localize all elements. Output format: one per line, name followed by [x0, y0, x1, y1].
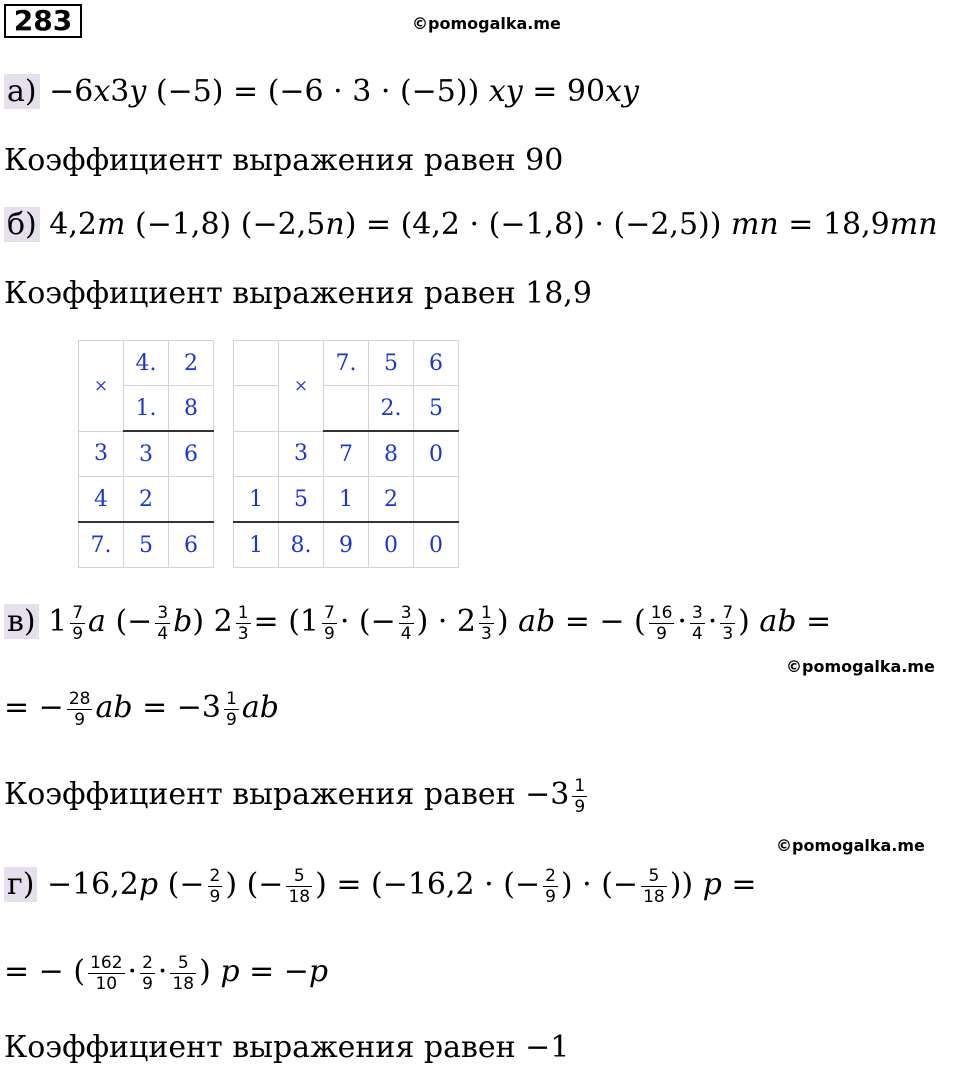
grid-cell: 5: [279, 477, 324, 523]
v-term: = (1: [253, 604, 319, 639]
v-term: · (−: [339, 604, 396, 639]
frac-num: 3: [157, 602, 169, 623]
grid-cell: [324, 386, 369, 432]
frac-den: 9: [324, 623, 335, 644]
g-term: ) (−: [225, 867, 284, 902]
g-term: )): [669, 867, 703, 902]
part-g-equation: [4, 865, 757, 907]
v-term: = − (: [555, 604, 646, 639]
multiply-sign: ×: [279, 341, 324, 432]
frac-den: 18: [172, 973, 195, 994]
frac-num: 1: [237, 602, 249, 623]
fraction: [322, 603, 337, 644]
part-g-label: г): [4, 867, 37, 902]
v-var: ab: [95, 690, 133, 725]
frac-den: 4: [691, 623, 703, 644]
multiplication-grid-2: [233, 340, 459, 568]
frac-den: 9: [225, 709, 237, 730]
v-term: ): [496, 604, 519, 639]
fraction: [224, 689, 239, 730]
fraction: [286, 866, 312, 907]
part-v-label: в): [4, 604, 39, 639]
part-b-term: = 18,9: [778, 207, 890, 242]
grid-cell: 0: [369, 522, 414, 568]
grid-cell: 2: [369, 477, 414, 523]
grid-cell: [414, 477, 459, 523]
fraction: [70, 603, 85, 644]
grid-cell: 7: [324, 431, 369, 477]
grid-cell: 3: [79, 431, 124, 477]
fraction: [170, 953, 196, 994]
frac-num: 2: [142, 952, 153, 973]
fraction: [88, 953, 124, 994]
g-term: =: [721, 867, 757, 902]
grid-cell: 7.: [324, 341, 369, 386]
part-a-term: 3: [110, 74, 130, 109]
v-var: ab: [759, 604, 797, 639]
v-var: ab: [518, 604, 556, 639]
frac-num: 5: [286, 866, 312, 887]
g-term: ·: [157, 954, 168, 989]
part-v-coefficient: [4, 775, 590, 817]
part-b-term: ) = (4,2 · (−1,8) · (−2,5)): [344, 207, 731, 242]
grid-cell: 8: [169, 386, 214, 432]
grid-cell: [234, 431, 279, 477]
v-term: (−: [105, 604, 153, 639]
frac-num: 7: [324, 602, 335, 623]
part-g-equation-line2: [4, 952, 328, 994]
grid-cell: 9: [324, 522, 369, 568]
grid-cell: 5: [414, 386, 459, 432]
grid-cell: 2.: [369, 386, 414, 432]
part-a-var: y: [129, 74, 147, 109]
grid-cell: 4: [79, 477, 124, 523]
v-term: ): [738, 604, 760, 639]
part-a-coefficient: Коэффициент выражения равен 90: [4, 143, 564, 178]
fraction: [572, 776, 587, 817]
frac-num: 2: [545, 865, 556, 886]
part-a-term: = 90: [522, 74, 606, 109]
part-v-equation-line2: [4, 688, 279, 730]
v-var: ab: [241, 690, 279, 725]
part-a-equation: [4, 72, 639, 112]
g-term: (−: [158, 867, 205, 902]
frac-den: 18: [643, 886, 665, 907]
frac-num: 28: [68, 688, 91, 709]
frac-num: 1: [480, 602, 492, 623]
grid-cell: 8.: [279, 522, 324, 568]
fraction: [140, 953, 155, 994]
frac-den: 3: [480, 623, 492, 644]
frac-den: 10: [95, 973, 118, 994]
fraction: [479, 603, 494, 644]
frac-num: 1: [225, 688, 237, 709]
g-term: = −: [239, 954, 309, 989]
part-a-var: xy: [488, 74, 523, 109]
fraction: [543, 866, 558, 907]
frac-den: 4: [400, 623, 412, 644]
v-var: a: [88, 604, 106, 639]
part-b-var: mn: [889, 207, 938, 242]
part-b-equation: [4, 205, 938, 245]
part-b-term: (−1,8) (−2,5: [125, 207, 326, 242]
problem-number: 283: [4, 4, 82, 38]
grid-cell: [234, 341, 279, 386]
frac-num: 7: [72, 602, 84, 623]
part-a-term: (−5) = (−6 · 3 · (−5)): [146, 74, 489, 109]
grid-cell: [169, 477, 214, 523]
g-term: ) = (−16,2 · (−: [315, 867, 541, 902]
part-a-var: xy: [605, 74, 639, 109]
frac-den: 3: [237, 623, 249, 644]
part-g-coefficient: Коэффициент выражения равен −1: [4, 1030, 570, 1065]
grid-cell: 6: [169, 431, 214, 477]
frac-den: 9: [72, 623, 84, 644]
watermark: ©pomogalka.me: [412, 14, 561, 33]
fraction: [720, 603, 735, 644]
part-b-coefficient: Коэффициент выражения равен 18,9: [4, 276, 592, 311]
watermark: ©pomogalka.me: [776, 836, 925, 855]
v-term: =: [796, 604, 832, 639]
grid-cell: 5: [124, 522, 169, 568]
frac-den: 9: [574, 796, 586, 817]
v-term: = −: [4, 690, 64, 725]
part-b-var: m: [97, 207, 126, 242]
grid-cell: 3: [124, 431, 169, 477]
frac-num: 2: [209, 865, 221, 886]
g-var: p: [308, 954, 329, 989]
frac-den: 9: [545, 886, 556, 907]
frac-num: 3: [400, 602, 412, 623]
part-b-var: n: [325, 207, 345, 242]
frac-num: 162: [90, 952, 123, 973]
grid-cell: [234, 386, 279, 432]
grid-cell: 8: [369, 431, 414, 477]
grid-cell: 7.: [79, 522, 124, 568]
grid-cell: 4.: [124, 341, 169, 386]
fraction: [690, 603, 705, 644]
watermark: ©pomogalka.me: [786, 657, 935, 676]
g-var: p: [138, 867, 159, 902]
grid-cell: 0: [414, 431, 459, 477]
part-b-label: б): [4, 207, 40, 242]
frac-num: 16: [650, 602, 673, 623]
fraction: [649, 603, 675, 644]
part-b-term: 4,2: [39, 207, 98, 242]
g-var: p: [220, 954, 240, 989]
frac-num: 5: [641, 866, 667, 887]
g-term: ·: [127, 954, 138, 989]
v-term: ·: [707, 604, 718, 639]
grid-cell: 1: [234, 522, 279, 568]
part-a-var: x: [93, 74, 111, 109]
g-term: −16,2: [37, 867, 139, 902]
grid-cell: 1.: [124, 386, 169, 432]
part-b-var: mn: [730, 207, 779, 242]
frac-den: 9: [209, 886, 221, 907]
frac-num: 7: [722, 602, 734, 623]
grid-cell: 3: [279, 431, 324, 477]
fraction: [67, 689, 93, 730]
grid-cell: 1: [324, 477, 369, 523]
coef-text: Коэффициент выражения равен −3: [4, 777, 570, 812]
grid-cell: 5: [369, 341, 414, 386]
g-term: = − (: [4, 954, 86, 989]
multiply-sign: ×: [79, 341, 124, 432]
v-term: = −3: [132, 690, 221, 725]
grid-cell: 2: [124, 477, 169, 523]
grid-cell: 6: [169, 522, 214, 568]
g-var: p: [702, 867, 722, 902]
grid-cell: 1: [234, 477, 279, 523]
v-term: ) 2: [192, 604, 233, 639]
g-term: ): [199, 954, 221, 989]
grid-cell: 0: [414, 522, 459, 568]
frac-num: 1: [574, 775, 586, 796]
g-term: ) · (−: [560, 867, 639, 902]
fraction: [641, 866, 667, 907]
part-a-term: −6: [49, 74, 94, 109]
grid-cell: 2: [169, 341, 214, 386]
frac-den: 9: [74, 709, 86, 730]
v-term: ·: [677, 604, 687, 639]
frac-den: 9: [656, 623, 667, 644]
fraction: [399, 603, 414, 644]
v-term: ) · 2: [416, 604, 476, 639]
part-v-equation: [4, 602, 831, 644]
v-term: 1: [38, 604, 68, 639]
frac-num: 5: [170, 953, 196, 974]
frac-den: 4: [157, 623, 169, 644]
fraction: [155, 603, 170, 644]
frac-den: 9: [142, 973, 153, 994]
fraction: [208, 866, 223, 907]
multiplication-grid-1: [78, 340, 214, 568]
grid-cell: 6: [414, 341, 459, 386]
frac-num: 3: [691, 602, 703, 623]
v-var: b: [173, 604, 193, 639]
part-a-label: а): [4, 74, 40, 109]
frac-den: 3: [722, 623, 734, 644]
frac-den: 18: [288, 886, 311, 907]
fraction: [236, 603, 251, 644]
